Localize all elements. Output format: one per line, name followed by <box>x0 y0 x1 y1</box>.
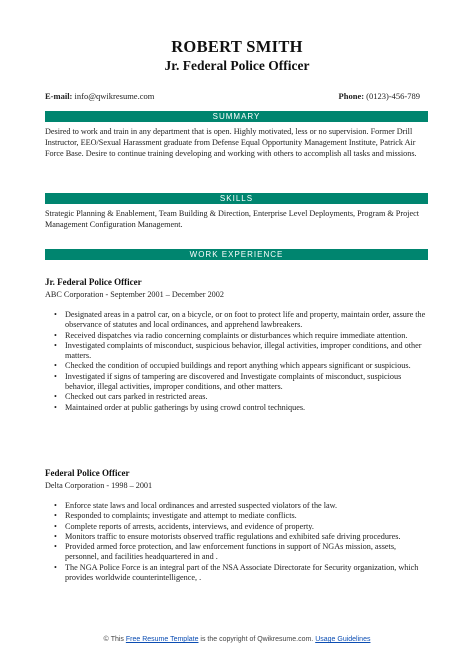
job-2-bullet-list <box>45 501 430 583</box>
job-1-company-dates: ABC Corporation - September 2001 – December 2002 <box>45 290 224 299</box>
job-1-title: Jr. Federal Police Officer <box>45 277 142 287</box>
copyright-icon: © <box>103 636 109 643</box>
phone-value: (0123)-456-789 <box>364 91 420 101</box>
free-resume-template-link[interactable]: Free Resume Template <box>125 636 199 643</box>
list-item: • Monitors traffic to ensure motorists observed traffic regulations and exhibited safe driving procedures. <box>65 532 430 542</box>
phone-contact <box>339 91 420 101</box>
list-item: • Designated areas in a patrol car, on a bicycle, or on foot to protect life and property, maintain order, assure the observance of statutes and local ordinances, and apprehend lawbreakers. <box>65 310 430 331</box>
list-item: • Provided armed force protection, and law enforcement functions in support of NGAs mission, assets, personnel, and facilities headquartered in and . <box>65 542 430 563</box>
summary-text: Desired to work and train in any department that is open. Highly motivated, less or no supervision. Former Drill Instructor, EEO/Sexual Harassment graduate from Defense Equal Opportunity Management Institute, Patrick Air Force Base. Desire to continue training developing and working with others to accomplish all tasks and missions. <box>45 127 417 158</box>
list-item: • Responded to complaints; investigate and attempt to mediate conflicts. <box>65 511 430 521</box>
job-1-bullet-list <box>45 310 430 413</box>
job-2-title: Federal Police Officer <box>45 468 130 478</box>
phone-label: Phone: <box>338 91 365 101</box>
list-item: • Checked the condition of occupied buildings and report anything which appears significant or suspicious. <box>65 361 430 371</box>
job-2-company-dates: Delta Corporation - 1998 – 2001 <box>45 481 153 490</box>
list-item: • Checked out cars parked in restricted areas. <box>65 392 430 402</box>
job-title-heading: Jr. Federal Police Officer <box>164 58 310 73</box>
email-contact <box>45 91 154 101</box>
email-value[interactable]: info@qwikresume.com <box>72 91 155 101</box>
list-item: • Maintained order at public gatherings by using crowd control techniques. <box>65 403 430 413</box>
footer-copyright <box>0 636 474 643</box>
list-item: • The NGA Police Force is an integral part of the NSA Associate Directorate for Security organization, which provides worldwide counterintelligence, . <box>65 563 430 584</box>
candidate-name: ROBERT SMITH <box>171 37 303 56</box>
footer-middle: is the copyright of Qwikresume.com. <box>198 636 316 643</box>
skills-section-header: SKILLS <box>45 193 428 204</box>
list-item: • Received dispatches via radio concerning complaints or disturbances which require immediate attention. <box>65 331 430 341</box>
list-item: • Enforce state laws and local ordinances and arrested suspected violators of the law. <box>65 501 430 511</box>
work-experience-section-header: WORK EXPERIENCE <box>45 249 428 260</box>
email-label: E-mail: <box>45 91 73 101</box>
usage-guidelines-link[interactable]: Usage Guidelines <box>315 636 371 643</box>
contact-line <box>45 91 420 105</box>
skills-text: Strategic Planning & Enablement, Team Building & Direction, Enterprise Level Deployments, Program & Project Management Configuration Management. <box>45 209 419 229</box>
list-item: • Investigated if signs of tampering are discovered and Investigate complaints of misconduct, suspicious behavior, illegal activities, improper conditions, and other matters. <box>65 372 430 393</box>
footer-prefix: This <box>110 636 126 643</box>
summary-section-header: SUMMARY <box>45 111 428 122</box>
list-item: • Investigated complaints of misconduct, suspicious behavior, illegal activities, improper conditions, and other matters. <box>65 341 430 362</box>
list-item: • Complete reports of arrests, accidents, interviews, and evidence of property. <box>65 522 430 532</box>
